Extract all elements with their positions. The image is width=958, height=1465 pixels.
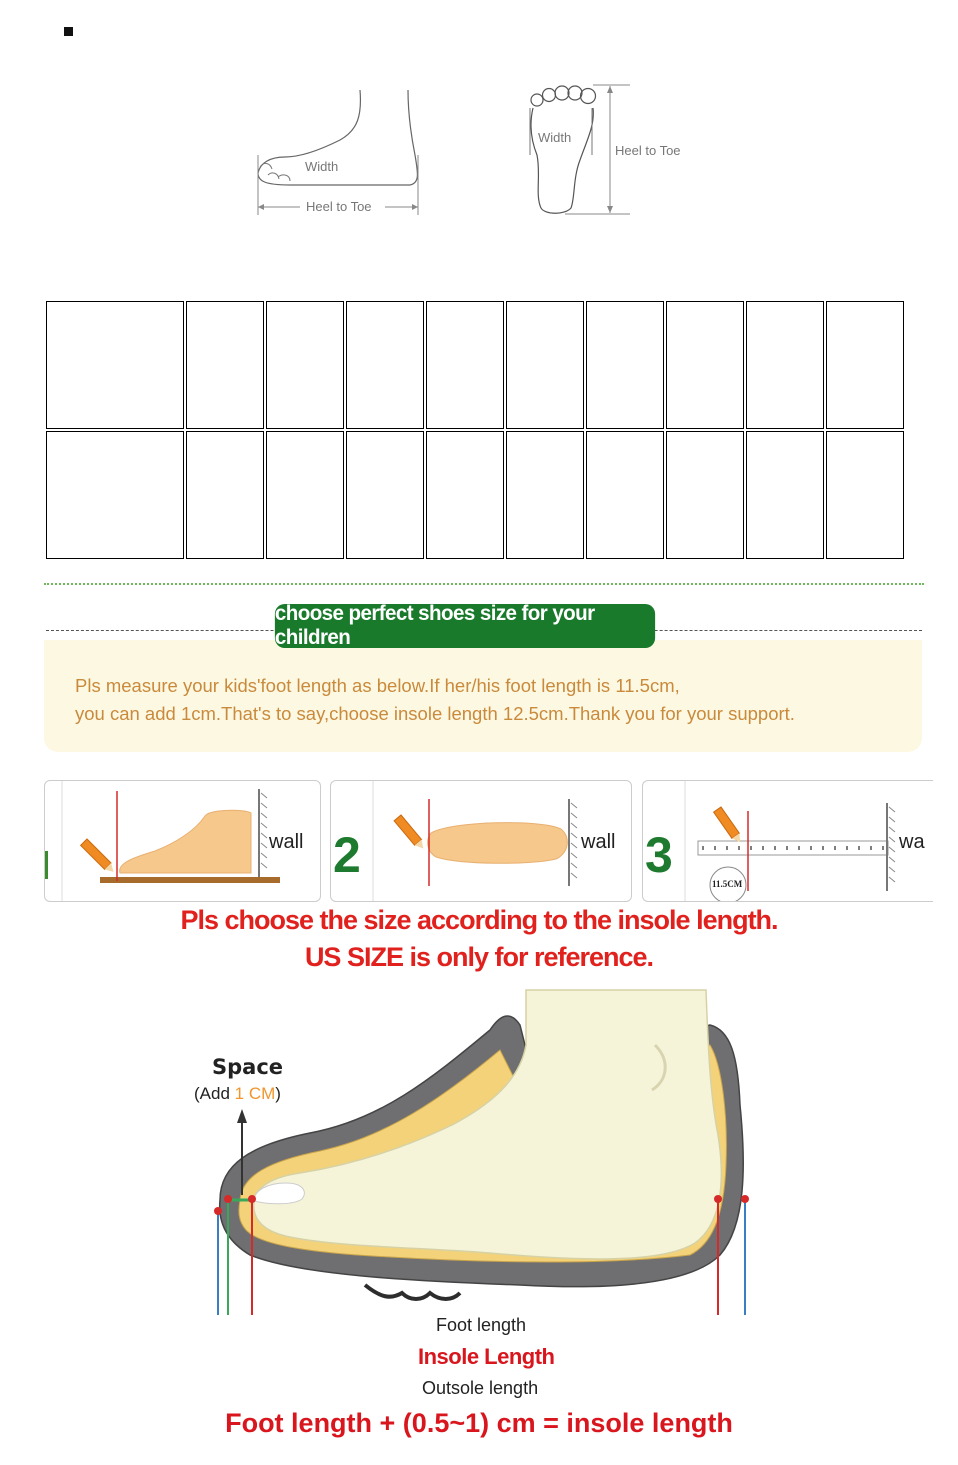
add-one-cm-note xyxy=(194,1084,281,1104)
step-3-illustration xyxy=(643,781,925,901)
step-number-2: 2 xyxy=(333,827,361,883)
table-cell xyxy=(586,431,664,559)
table-cell xyxy=(826,431,904,559)
sole-heel-to-toe-label: Heel to Toe xyxy=(615,143,681,158)
foot-length-label: Foot length xyxy=(430,1315,532,1336)
size-table xyxy=(44,299,906,561)
table-cell xyxy=(186,431,264,559)
bullet-marker xyxy=(64,27,73,36)
add-suffix: ) xyxy=(275,1084,281,1103)
table-cell xyxy=(506,301,584,429)
add-value: 1 CM xyxy=(234,1084,276,1103)
measure-instructions xyxy=(75,672,915,728)
table-cell xyxy=(666,431,744,559)
shoe-cross-section xyxy=(190,985,770,1315)
step-1-panel xyxy=(44,780,321,902)
side-width-label: Width xyxy=(305,159,339,174)
table-cell xyxy=(266,301,344,429)
table-cell xyxy=(746,301,824,429)
dotted-divider xyxy=(44,583,924,585)
side-heel-to-toe-label: Heel to Toe xyxy=(306,199,372,214)
table-cell xyxy=(426,431,504,559)
add-prefix: (Add xyxy=(194,1084,235,1103)
title-line-1: Pls choose the size according to the insole length. xyxy=(180,905,778,935)
table-cell xyxy=(186,301,264,429)
space-label: Space xyxy=(212,1055,284,1079)
wall-label-2: wall xyxy=(581,831,616,853)
step-number-3: 3 xyxy=(645,827,673,883)
table-cell xyxy=(46,431,184,559)
wall-label-1: wall xyxy=(269,831,304,853)
table-row xyxy=(46,431,904,559)
title-line-2: US SIZE is only for reference. xyxy=(304,942,654,972)
table-cell xyxy=(346,431,424,559)
table-cell xyxy=(426,301,504,429)
table-cell xyxy=(666,301,744,429)
insole-length-label: Insole Length xyxy=(412,1344,561,1370)
table-cell xyxy=(46,301,184,429)
table-cell xyxy=(346,301,424,429)
instruction-line-1: Pls measure your kids'foot length as below.If her/his foot length is 11.5cm, xyxy=(75,675,680,696)
instruction-line-2: you can add 1cm.That's to say,choose insole length 12.5cm.Thank you for your support. xyxy=(75,703,795,724)
table-cell xyxy=(826,301,904,429)
section-banner: choose perfect shoes size for your children xyxy=(275,604,655,648)
step-2-panel xyxy=(330,780,632,902)
table-cell xyxy=(586,301,664,429)
sole-width-label: Width xyxy=(538,130,572,145)
wall-label-3: wa xyxy=(899,831,925,853)
table-cell xyxy=(266,431,344,559)
insole-formula: Foot length + (0.5~1) cm = insole length xyxy=(225,1408,733,1438)
outsole-length-label: Outsole length xyxy=(416,1378,544,1399)
table-row xyxy=(46,301,904,429)
table-cell xyxy=(746,431,824,559)
step-3-panel xyxy=(642,780,933,902)
ruler-reading: 11.5CM xyxy=(712,879,743,889)
table-cell xyxy=(506,431,584,559)
